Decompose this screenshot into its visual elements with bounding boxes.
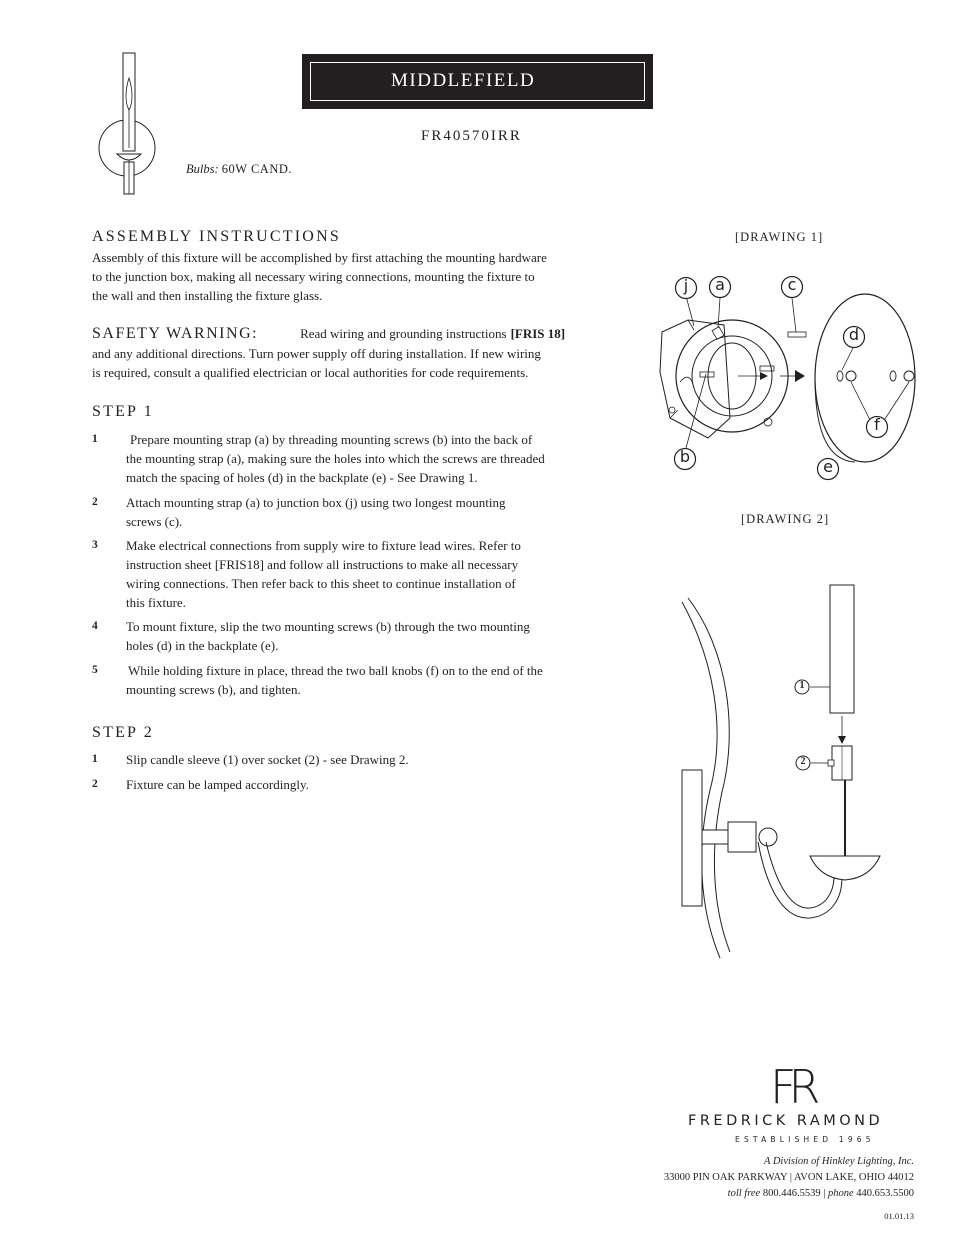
brand-monogram: FR	[770, 1060, 813, 1114]
step-line: To mount fixture, slip the two mounting screws (b) through the two mounting	[126, 619, 530, 634]
step-text	[126, 750, 621, 769]
company-division	[764, 1156, 914, 1167]
callout-1: 1	[799, 680, 805, 691]
step-line: mounting screws (b), and tighten.	[126, 682, 301, 697]
assembly-heading: ASSEMBLY INSTRUCTIONS	[92, 228, 341, 245]
assembly-line: to the junction box, making all necessary wiring connections, mounting the fixture to	[92, 269, 535, 284]
assembly-line: the wall and then installing the fixture glass.	[92, 288, 323, 303]
division-text: A Division of Hinkley Lighting, Inc.	[764, 1156, 914, 1167]
assembly-text	[92, 248, 622, 305]
safety-line: and any additional directions. Turn power supply off during installation. If new wiring	[92, 346, 541, 361]
callout-c: c	[787, 275, 797, 294]
tollfree-number: 800.446.5539	[762, 1188, 821, 1199]
company-phones	[728, 1188, 914, 1199]
step-text	[126, 617, 621, 655]
product-name: MIDDLEFIELD	[310, 62, 645, 101]
step-text	[126, 536, 621, 612]
callout-f: f	[874, 415, 880, 434]
step-text	[126, 775, 621, 794]
model-number: FR40570IRR	[421, 128, 522, 144]
step-line: screws (c).	[126, 514, 183, 529]
fixture-thumbnail	[95, 48, 165, 198]
step-number: 1	[92, 433, 98, 445]
step-number: 2	[92, 496, 98, 508]
step-number: 2	[92, 778, 98, 790]
safety-ref: [FRIS 18]	[510, 326, 566, 341]
callout-e: e	[823, 457, 833, 476]
bulbs-spec	[186, 162, 292, 177]
step-line: this fixture.	[126, 595, 186, 610]
tollfree-label: toll free	[727, 1188, 761, 1199]
step-number: 5	[92, 664, 98, 676]
revision-date: 01.01.13	[884, 1211, 914, 1221]
brand-name: FREDRICK RAMOND	[688, 1113, 884, 1129]
step-line: Fixture can be lamped accordingly.	[126, 777, 309, 792]
safety-warning	[92, 325, 632, 343]
step-line: Make electrical connections from supply wire to fixture lead wires. Refer to	[126, 538, 521, 553]
company-address: 33000 PIN OAK PARKWAY | AVON LAKE, OHIO 44012	[663, 1172, 914, 1183]
safety-heading: SAFETY WARNING:	[92, 325, 259, 342]
step-line: Slip candle sleeve (1) over socket (2) - see Drawing 2.	[126, 752, 409, 767]
drawing2-label: [DRAWING 2]	[741, 512, 830, 526]
step2-heading: STEP 2	[92, 724, 154, 741]
bulbs-label: Bulbs:	[186, 162, 219, 176]
safety-lead: Read wiring and grounding instructions	[300, 326, 507, 341]
step-line: While holding fixture in place, thread the two ball knobs (f) on to the end of the	[128, 663, 543, 678]
callout-2: 2	[800, 756, 806, 767]
safety-line: is required, consult a qualified electrician or local authorities for code requirements.	[92, 365, 529, 380]
step-number: 1	[92, 753, 98, 765]
step-line: Attach mounting strap (a) to junction box (j) using two longest mounting	[126, 495, 506, 510]
step-text	[126, 493, 621, 531]
phone-separator: |	[823, 1188, 826, 1199]
step-line: Prepare mounting strap (a) by threading mounting screws (b) into the back of	[130, 432, 533, 447]
phone-number: 440.653.5500	[856, 1188, 914, 1199]
step-number: 4	[92, 620, 98, 632]
callout-a: a	[715, 275, 725, 294]
step-line: match the spacing of holes (d) in the backplate (e) - See Drawing 1.	[126, 470, 478, 485]
brand-established: ESTABLISHED 1965	[735, 1135, 875, 1144]
step-line: the mounting strap (a), making sure the holes into which the screws are threaded	[126, 451, 545, 466]
drawing2-fixture-diagram	[670, 580, 890, 965]
drawing1-label: [DRAWING 1]	[735, 230, 824, 244]
step-text	[126, 661, 621, 699]
callout-b: b	[679, 447, 691, 466]
callout-j: j	[683, 276, 689, 295]
product-title-box	[302, 54, 653, 109]
callout-d: d	[848, 325, 860, 344]
bulbs-value: 60W CAND.	[221, 162, 293, 176]
step1-heading: STEP 1	[92, 403, 154, 420]
assembly-line: Assembly of this fixture will be accomplished by first attaching the mounting hardware	[92, 250, 547, 265]
step-line: holes (d) in the backplate (e).	[126, 638, 279, 653]
step-line: wiring connections. Then refer back to this sheet to continue installation of	[126, 576, 516, 591]
safety-text	[92, 344, 622, 382]
step-line: instruction sheet [FRIS18] and follow all instructions to make all necessary	[126, 557, 519, 572]
phone-label: phone	[827, 1188, 854, 1199]
step-number: 3	[92, 539, 98, 551]
step-text	[126, 430, 621, 487]
